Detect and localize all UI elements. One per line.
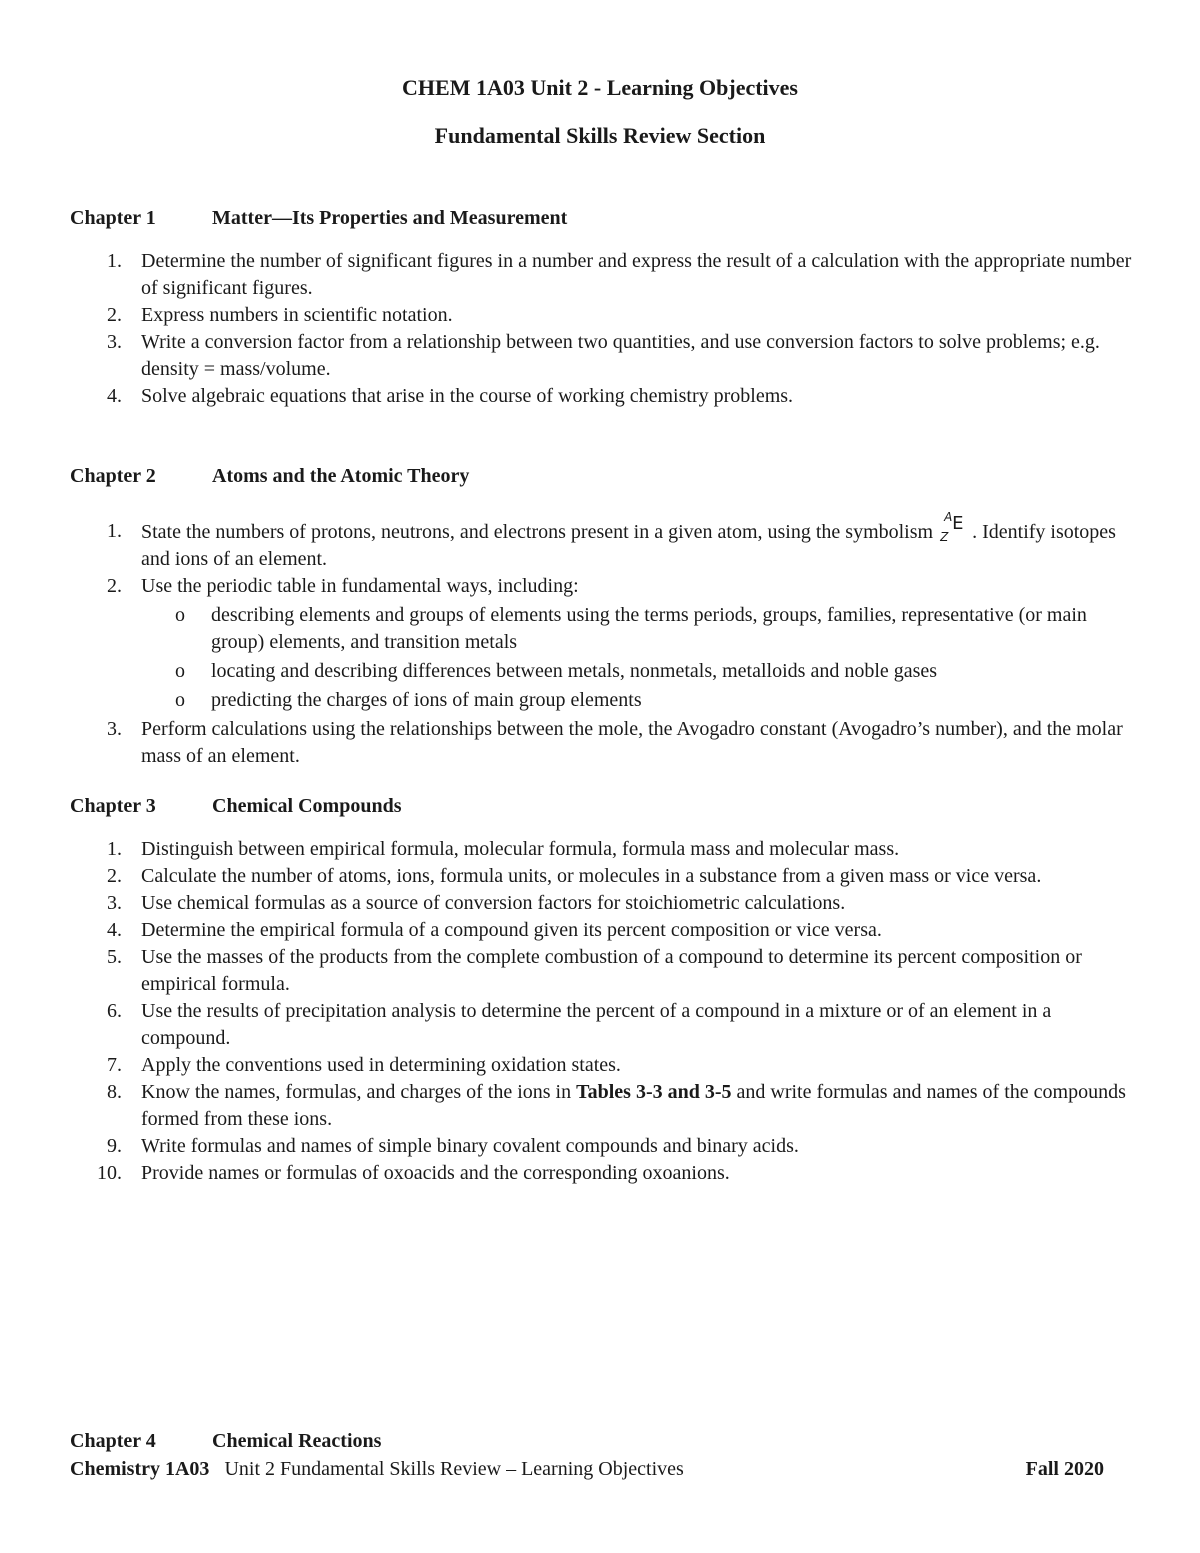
chapter-1-heading: [70, 207, 567, 230]
page-subtitle: Fundamental Skills Review Section: [434, 123, 766, 148]
list-item: 7. Apply the conventions used in determining oxidation states.: [107, 1054, 621, 1076]
list-item: 8. Know the names, formulas, and charges of the ions in Tables 3-3 and 3-5 and write formulas and names of the compounds formed from these ions.: [107, 1081, 1126, 1130]
list-item: 3. Perform calculations using the relationships between the mole, the Avogadro constant (Avogadro’s number), and the molar mass of an element.: [107, 718, 1123, 767]
sub-list: [141, 602, 1140, 714]
list-item: 9. Write formulas and names of simple binary covalent compounds and binary acids.: [107, 1135, 799, 1157]
chapter-3-heading: [70, 795, 401, 818]
page-footer: [70, 1458, 1104, 1481]
sub-list-item: o predicting the charges of ions of main group elements: [175, 689, 642, 711]
list-item: 1. Distinguish between empirical formula, molecular formula, formula mass and molecular mass.: [107, 838, 900, 860]
list-item: 2. Use the periodic table in fundamental ways, including: o describing elements and groups of elements using the terms periods, groups, families, representative (or main group) elements, and transition metals o locating and describing differences between metals, nonmetals, metalloids and noble gases o predicting the charges of ions of main group elements: [70, 573, 1140, 714]
list-item: 3. Use chemical formulas as a source of conversion factors for stoichiometric calculations.: [107, 892, 846, 914]
chapter-name: Atoms and the Atomic Theory: [212, 465, 470, 487]
list-item: 4. Solve algebraic equations that arise in the course of working chemistry problems.: [107, 385, 794, 407]
chapter-3-objectives: [70, 836, 1140, 1187]
footer-course: Chemistry 1A03: [70, 1458, 210, 1480]
chapter-2-objectives: [70, 510, 1140, 770]
chapter-number: Chapter 3: [70, 795, 156, 817]
chapter-number: Chapter 2: [70, 465, 156, 487]
list-item: 4. Determine the empirical formula of a compound given its percent composition or vice versa.: [107, 919, 882, 941]
sub-list-item: o describing elements and groups of elements using the terms periods, groups, families, representative (or main group) elements, and transition metals: [175, 604, 1087, 653]
list-item: 2. Express numbers in scientific notation.: [107, 304, 453, 326]
footer-text: Unit 2 Fundamental Skills Review – Learning Objectives: [224, 1458, 684, 1480]
chapter-name: Chemical Reactions: [212, 1430, 382, 1452]
footer-term: Fall 2020: [1025, 1458, 1104, 1480]
list-item: 6. Use the results of precipitation analysis to determine the percent of a compound in a mixture or of an element in a compound.: [107, 1000, 1052, 1049]
chapter-1-objectives: [70, 248, 1140, 410]
list-item: 2. Calculate the number of atoms, ions, formula units, or molecules in a substance from a given mass or vice versa.: [107, 865, 1042, 887]
list-item: 5. Use the masses of the products from the complete combustion of a compound to determine its percent composition or empirical formula.: [107, 946, 1082, 995]
list-item: 1. Determine the number of significant figures in a number and express the result of a calculation with the appropriate number of significant figures.: [107, 250, 1132, 299]
list-item: 1. State the numbers of protons, neutrons, and electrons present in a given atom, using the symbolism A Z E . Identify isotopes and ions of an element.: [107, 510, 1116, 570]
list-item: 10. Provide names or formulas of oxoacids and the corresponding oxoanions.: [97, 1162, 730, 1184]
chapter-number: Chapter 1: [70, 207, 156, 229]
chapter-number: Chapter 4: [70, 1430, 156, 1452]
isotope-symbol: A Z E: [940, 510, 964, 544]
chapter-name: Matter—Its Properties and Measurement: [212, 207, 568, 229]
chapter-name: Chemical Compounds: [212, 795, 402, 817]
page-title: CHEM 1A03 Unit 2 - Learning Objectives: [402, 75, 798, 100]
chapter-2-heading: [70, 465, 469, 488]
chapter-4-heading: [70, 1430, 381, 1453]
sub-list-item: o locating and describing differences between metals, nonmetals, metalloids and noble gases: [175, 660, 938, 682]
list-item: 3. Write a conversion factor from a relationship between two quantities, and use conversion factors to solve problems; e.g. density = mass/volume.: [107, 331, 1100, 380]
